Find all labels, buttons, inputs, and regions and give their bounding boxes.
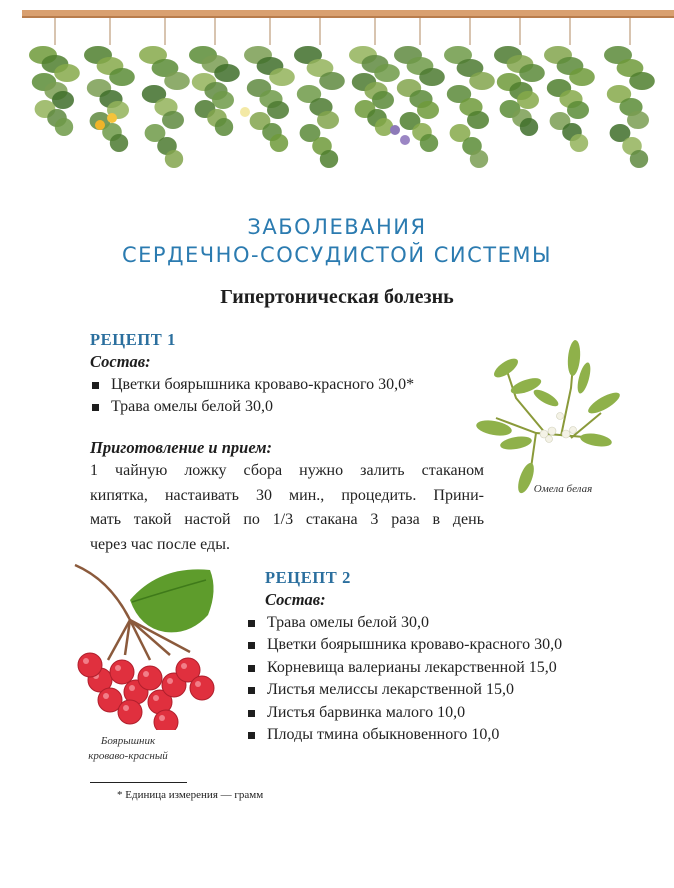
herb-leaf-cluster — [520, 118, 538, 136]
herb-leaf-cluster — [567, 101, 589, 119]
hawthorn-illustration — [70, 560, 230, 730]
list-item: Трава омелы белой 30,0 — [89, 396, 414, 418]
herb-leaf-cluster — [54, 64, 80, 82]
herb-leaf-cluster — [269, 68, 295, 86]
berry-highlight — [83, 658, 89, 664]
herb-flower — [107, 113, 117, 123]
herb-leaf-cluster — [372, 91, 394, 109]
herb-leaf-cluster — [420, 134, 438, 152]
herb-leaf-cluster — [214, 64, 240, 82]
herb-leaf-cluster — [375, 118, 393, 136]
recipe1-preparation-text — [90, 459, 484, 558]
herb-leaf-cluster — [570, 134, 588, 152]
section-subtitle: Гипертоническая болезнь — [220, 286, 454, 308]
list-item: Цветки боярышника кроваво-красного 30,0 — [245, 634, 562, 656]
herb-leaf-cluster — [419, 68, 445, 86]
recipe2-heading: РЕЦЕПТ 2 — [265, 568, 351, 587]
footnote: * Единица измерения — грамм — [117, 789, 264, 801]
herb-leaf-cluster — [165, 150, 183, 168]
chapter-title-line2: СЕРДЕЧНО-СОСУДИСТОЙ СИСТЕМЫ — [121, 243, 552, 267]
berry-highlight — [159, 715, 165, 721]
list-item: Цветки боярышника кроваво-красного 30,0* — [89, 374, 414, 396]
chapter-title — [0, 213, 674, 269]
footnote-divider — [90, 782, 187, 783]
herb-leaf-cluster — [320, 150, 338, 168]
recipe1-preparation-label: Приготовление и прием: — [90, 438, 273, 457]
herb-leaf-cluster — [215, 118, 233, 136]
hawthorn-berry — [118, 700, 142, 724]
hawthorn-leaf — [130, 569, 214, 632]
list-item: Листья мелиссы лекарственной 15,0 — [245, 679, 562, 701]
herb-leaf-cluster — [630, 150, 648, 168]
berry-highlight — [195, 681, 201, 687]
hawthorn-berry — [78, 653, 102, 677]
herb-leaf-cluster — [317, 111, 339, 129]
recipe1-composition-label: Состав: — [90, 352, 151, 371]
preparation-line: через час после еды. — [90, 536, 230, 554]
recipe1-heading: РЕЦЕПТ 1 — [90, 330, 176, 349]
herb-bundles — [29, 18, 655, 168]
hawthorn-caption — [78, 734, 178, 764]
list-item: Листья барвинка малого 10,0 — [245, 702, 562, 724]
hawthorn-berry — [190, 676, 214, 700]
herb-leaf-cluster — [52, 91, 74, 109]
berry-highlight — [103, 693, 109, 699]
herb-flower — [390, 125, 400, 135]
mistletoe-caption: Омела белая — [533, 483, 593, 495]
hawthorn-berries — [78, 653, 214, 730]
herb-leaf-cluster — [569, 68, 595, 86]
berry-highlight — [153, 695, 159, 701]
herb-leaf-cluster — [469, 72, 495, 90]
herb-leaf-cluster — [470, 150, 488, 168]
herb-leaf-cluster — [467, 111, 489, 129]
herb-leaf-cluster — [270, 134, 288, 152]
preparation-line: кипятка, настаивать 30 мин., процедить. Прини- — [90, 486, 484, 504]
herb-leaf-cluster — [519, 64, 545, 82]
herb-leaf-cluster — [212, 91, 234, 109]
herb-leaf-cluster — [164, 72, 190, 90]
herb-leaf-cluster — [627, 111, 649, 129]
list-item: Трава омелы белой 30,0 — [245, 612, 562, 634]
preparation-line: 1 чайную ложку сбора нужно залить стаканом — [90, 462, 484, 479]
list-item: Корневища валерианы лекарственной 15,0 — [245, 657, 562, 679]
hawthorn-caption-line2: кроваво-красный — [88, 750, 168, 762]
herb-flower — [95, 120, 105, 130]
berry-highlight — [181, 663, 187, 669]
berry-highlight — [129, 685, 135, 691]
herb-leaf-cluster — [319, 72, 345, 90]
chapter-title-line1: ЗАБОЛЕВАНИЯ — [247, 215, 427, 239]
herb-leaf-cluster — [109, 68, 135, 86]
berry-highlight — [123, 705, 129, 711]
herb-leaf-cluster — [374, 64, 400, 82]
herb-leaf-cluster — [110, 134, 128, 152]
herb-flower — [240, 107, 250, 117]
preparation-line: мать такой настой по 1/3 стакана 3 раза в день — [90, 511, 484, 529]
herb-leaf-cluster — [55, 118, 73, 136]
berry-highlight — [115, 665, 121, 671]
hanging-herbs-illustration — [0, 0, 674, 180]
herb-leaf-cluster — [417, 101, 439, 119]
berry-highlight — [143, 671, 149, 677]
recipe2-composition-label: Состав: — [265, 590, 326, 609]
herb-leaf-cluster — [267, 101, 289, 119]
hawthorn-berry — [138, 666, 162, 690]
recipe1-ingredient-list — [89, 374, 414, 419]
herb-leaf-cluster — [629, 72, 655, 90]
list-item: Плоды тмина обыкновенного 10,0 — [245, 724, 562, 746]
hawthorn-caption-line1: Боярышник — [100, 735, 156, 747]
herb-leaf-cluster — [517, 91, 539, 109]
herb-flower — [400, 135, 410, 145]
berry-highlight — [167, 678, 173, 684]
recipe2-ingredient-list — [245, 612, 562, 746]
hawthorn-berry — [110, 660, 134, 684]
mistletoe-illustration — [476, 338, 626, 498]
hawthorn-berry — [154, 710, 178, 730]
herb-leaf-cluster — [162, 111, 184, 129]
